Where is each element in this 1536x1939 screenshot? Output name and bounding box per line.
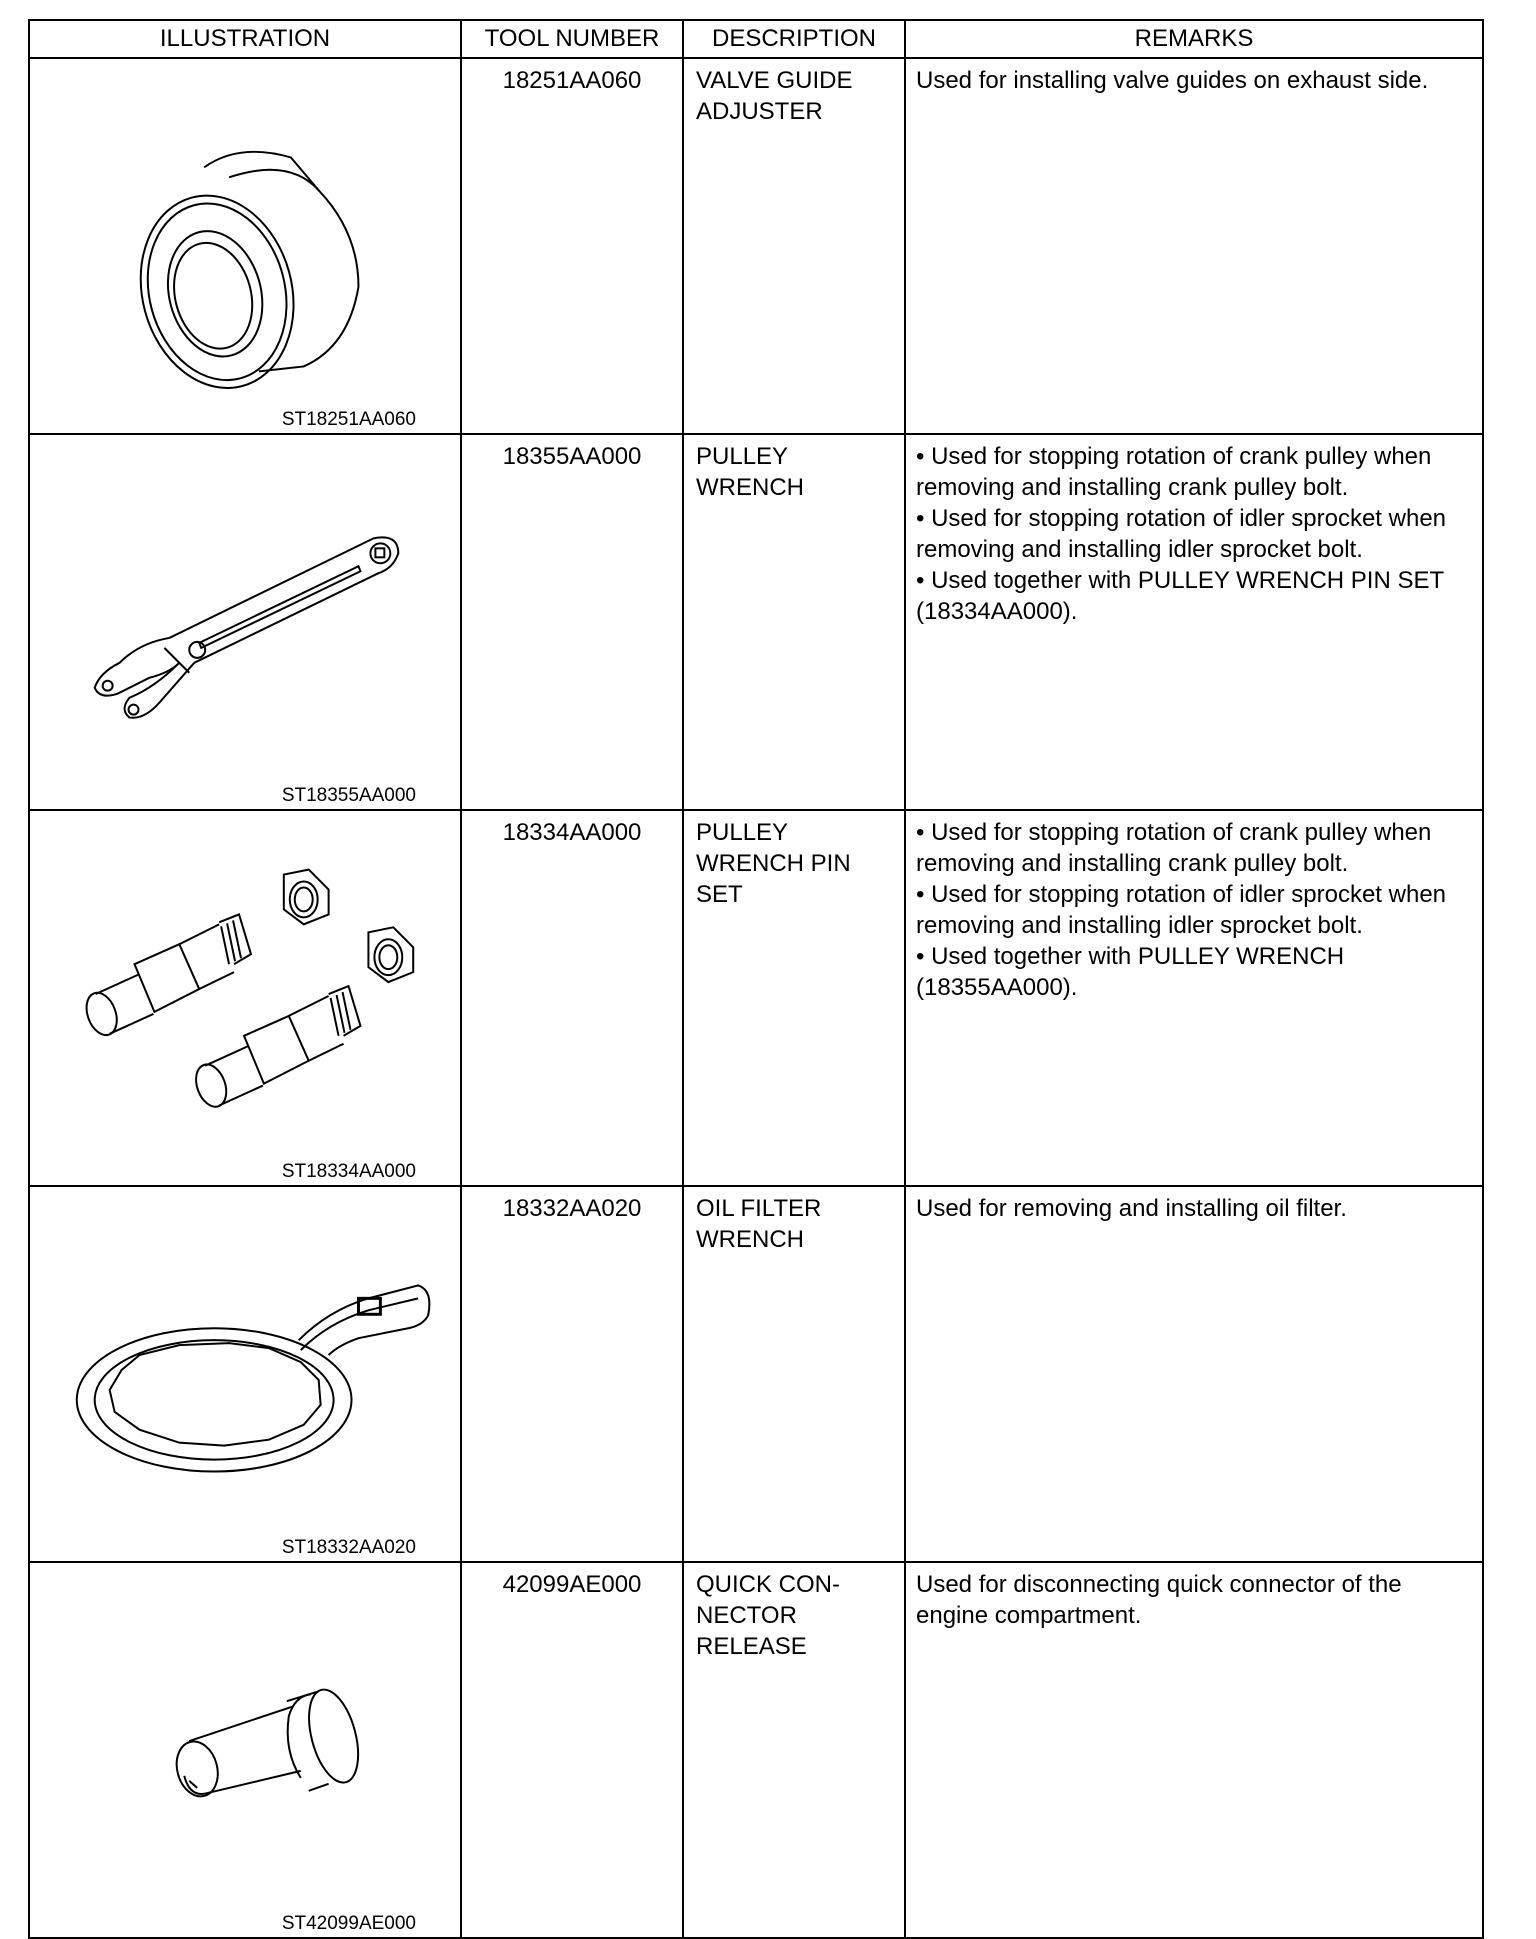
illustration-cell xyxy=(29,58,461,434)
description-line: OIL FILTER xyxy=(696,1195,822,1222)
illustration-code: ST18251AA060 xyxy=(281,409,416,430)
quick-connector-release-icon xyxy=(30,1563,460,1937)
description-line: SET xyxy=(696,881,743,908)
description-line: WRENCH xyxy=(696,1226,804,1253)
table-row xyxy=(29,434,1483,810)
description-line: PULLEY xyxy=(696,819,789,846)
description-line: QUICK CON- xyxy=(696,1571,840,1598)
description xyxy=(683,434,905,810)
description-line: RELEASE xyxy=(696,1633,807,1660)
table-row xyxy=(29,810,1483,1186)
remark-text: Used for removing and installing oil filter. xyxy=(916,1195,1347,1222)
illustration-cell xyxy=(29,810,461,1186)
oil-filter-wrench-icon xyxy=(30,1187,460,1561)
header-remarks: REMARKS xyxy=(905,20,1483,58)
header-row xyxy=(29,20,1483,58)
remarks xyxy=(905,1186,1483,1562)
description xyxy=(683,58,905,434)
table-row xyxy=(29,1186,1483,1562)
pin-set-icon xyxy=(30,811,460,1185)
table-row xyxy=(29,1562,1483,1938)
remarks xyxy=(905,810,1483,1186)
illustration-code: ST18334AA000 xyxy=(281,1161,416,1182)
tool-number: 18355AA000 xyxy=(461,434,683,810)
special-tools-table xyxy=(28,19,1484,1939)
remark-text: Used for installing valve guides on exhaust side. xyxy=(916,67,1429,94)
remarks xyxy=(905,434,1483,810)
tool-number: 18332AA020 xyxy=(461,1186,683,1562)
description-line: NECTOR xyxy=(696,1602,797,1629)
description xyxy=(683,1562,905,1938)
tool-number: 42099AE000 xyxy=(461,1562,683,1938)
header-illustration: ILLUSTRATION xyxy=(29,20,461,58)
remark-text: • Used together with PULLEY WRENCH PIN SET (18334AA000). xyxy=(916,567,1444,625)
remarks xyxy=(905,1562,1483,1938)
pulley-wrench-icon xyxy=(30,435,460,809)
tool-number: 18251AA060 xyxy=(461,58,683,434)
tool-number: 18334AA000 xyxy=(461,810,683,1186)
description xyxy=(683,1186,905,1562)
illustration-code: ST42099AE000 xyxy=(281,1913,416,1934)
illustration-cell xyxy=(29,434,461,810)
remark-text: • Used for stopping rotation of crank pulley when removing and installing crank pulley bolt. xyxy=(916,819,1432,877)
remark-text: Used for disconnecting quick connector of the engine compartment. xyxy=(916,1571,1402,1629)
valve-guide-adjuster-icon xyxy=(30,59,460,433)
remark-text: • Used together with PULLEY WRENCH (18355AA000). xyxy=(916,943,1345,1001)
description xyxy=(683,810,905,1186)
table-row xyxy=(29,58,1483,434)
description-line: PULLEY xyxy=(696,443,789,470)
illustration-code: ST18332AA020 xyxy=(281,1537,416,1558)
description-line: WRENCH PIN xyxy=(696,850,851,877)
remark-text: • Used for stopping rotation of crank pulley when removing and installing crank pulley bolt. xyxy=(916,443,1432,501)
remarks xyxy=(905,58,1483,434)
illustration-cell xyxy=(29,1186,461,1562)
header-tool-number: TOOL NUMBER xyxy=(461,20,683,58)
description-line: WRENCH xyxy=(696,474,804,501)
illustration-cell xyxy=(29,1562,461,1938)
remark-text: • Used for stopping rotation of idler sprocket when removing and installing idler sprocket bolt. xyxy=(916,881,1447,939)
description-line: VALVE GUIDE xyxy=(696,67,853,94)
remark-text: • Used for stopping rotation of idler sprocket when removing and installing idler sprocket bolt. xyxy=(916,505,1447,563)
header-description: DESCRIPTION xyxy=(683,20,905,58)
illustration-code: ST18355AA000 xyxy=(281,785,416,806)
description-line: ADJUSTER xyxy=(696,98,823,125)
